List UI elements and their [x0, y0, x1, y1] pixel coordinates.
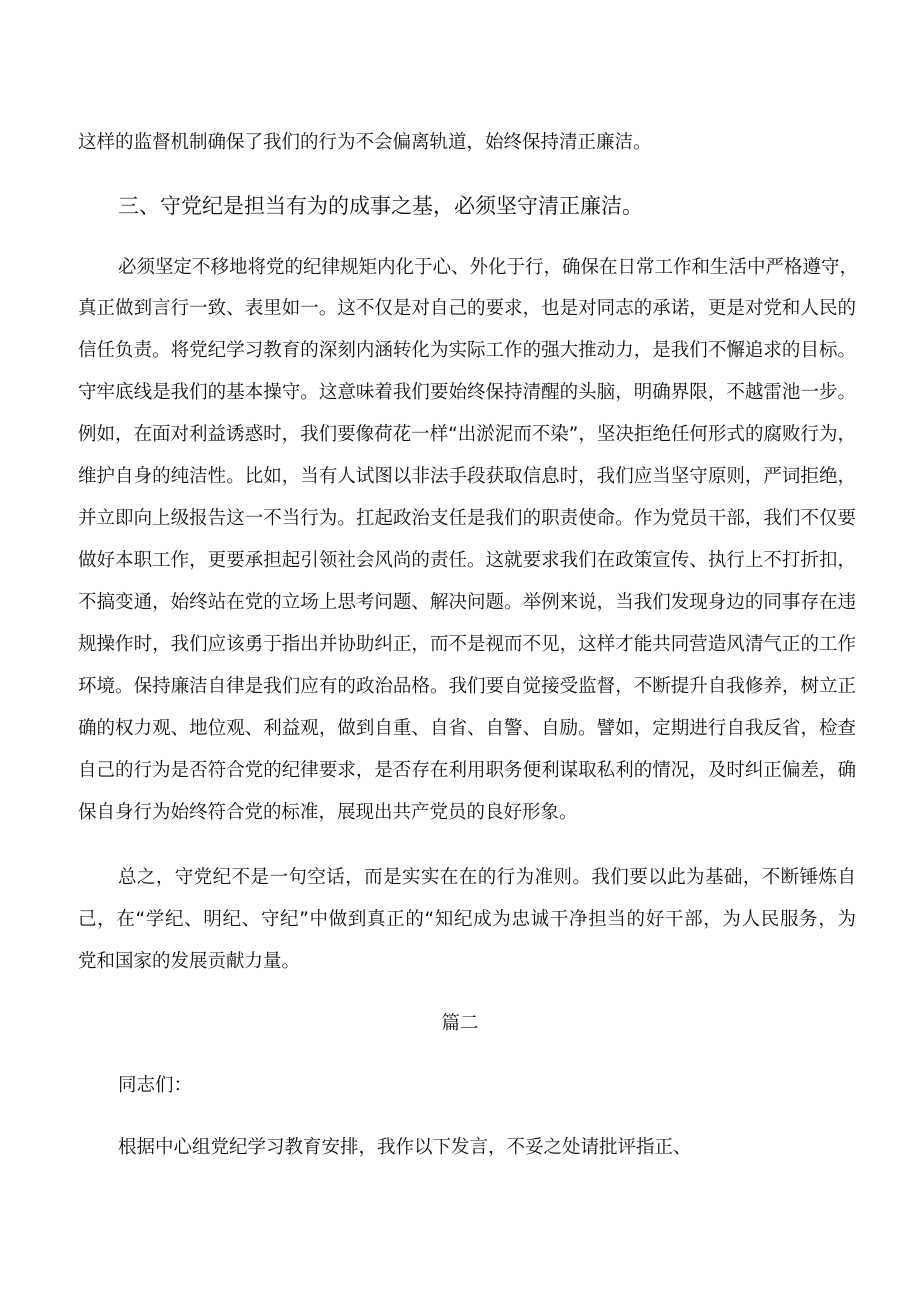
- opening-line: 根据中心组党纪学习教育安排，我作以下发言，不妥之处请批评指正、: [118, 1137, 692, 1158]
- section-title-two: 篇二: [441, 1013, 479, 1034]
- paragraph-line: 真正做到言行一致、表里如一。这不仅是对自己的要求，也是对同志的承诺，更是对党和人民的: [78, 298, 856, 319]
- paragraph-line: 总之，守党纪不是一句空话，而是实实在在的行为准则。我们要以此为基础，不断锤炼自: [118, 867, 856, 888]
- paragraph-line: 己，在“学纪、明纪、守纪”中做到真正的“知纪成为忠诚干净担当的好干部，为人民服务，为: [78, 909, 856, 930]
- paragraph-line: 守牢底线是我们的基本操守。这意味着我们要始终保持清醒的头脑，明确界限，不越雷池一步。: [78, 382, 856, 403]
- paragraph-line: 并立即向上级报告这一不当行为。扛起政治支任是我们的职责使命。作为党员干部，我们不仅要: [78, 508, 856, 529]
- paragraph-line: 确的权力观、地位观、利益观，做到自重、自省、自警、自励。譬如，定期进行自我反省，检查: [78, 718, 856, 739]
- paragraph-line: 环境。保持廉洁自律是我们应有的政治品格。我们要自觉接受监督，不断提升自我修养，树立正: [78, 676, 856, 697]
- paragraph-line: 做好本职工作，更要承担起引领社会风尚的责任。这就要求我们在政策宣传、执行上不打折扣，: [78, 550, 856, 571]
- paragraph-line: 保自身行为始终符合党的标准，展现出共产党员的良好形象。: [78, 802, 578, 823]
- carryover-line: 这样的监督机制确保了我们的行为不会偏离轨道，始终保持清正廉洁。: [78, 132, 652, 153]
- paragraph-line: 例如，在面对利益诱惑时，我们要像荷花一样“出淤泥而不染”，坚决拒绝任何形式的腐败行为，: [78, 424, 856, 445]
- paragraph-line: 维护自身的纯洁性。比如，当有人试图以非法手段获取信息时，我们应当坚守原则，严词拒绝，: [78, 466, 856, 487]
- section-heading-three: 三、守党纪是担当有为的成事之基，必须坚守清正廉洁。: [118, 194, 643, 218]
- paragraph-line: 规操作时，我们应该勇于指出并协助纠正，而不是视而不见，这样才能共同营造风清气正的工作: [78, 634, 856, 655]
- paragraph-line: 党和国家的发展贡献力量。: [78, 951, 301, 972]
- paragraph-line: 信任负责。将党纪学习教育的深刻内涵转化为实际工作的强大推动力，是我们不懈追求的目标。: [78, 340, 856, 361]
- paragraph-line: 不搞变通，始终站在党的立场上思考问题、解决问题。举例来说，当我们发现身边的同事存在违: [78, 592, 856, 613]
- paragraph-line: 必须坚定不移地将党的纪律规矩内化于心、外化于行，确保在日常工作和生活中严格遵守，: [118, 257, 859, 278]
- paragraph-line: 自己的行为是否符合党的纪律要求，是否存在利用职务便利谋取私利的情况，及时纠正偏差，确: [78, 760, 856, 781]
- salutation: 同志们：: [118, 1075, 193, 1096]
